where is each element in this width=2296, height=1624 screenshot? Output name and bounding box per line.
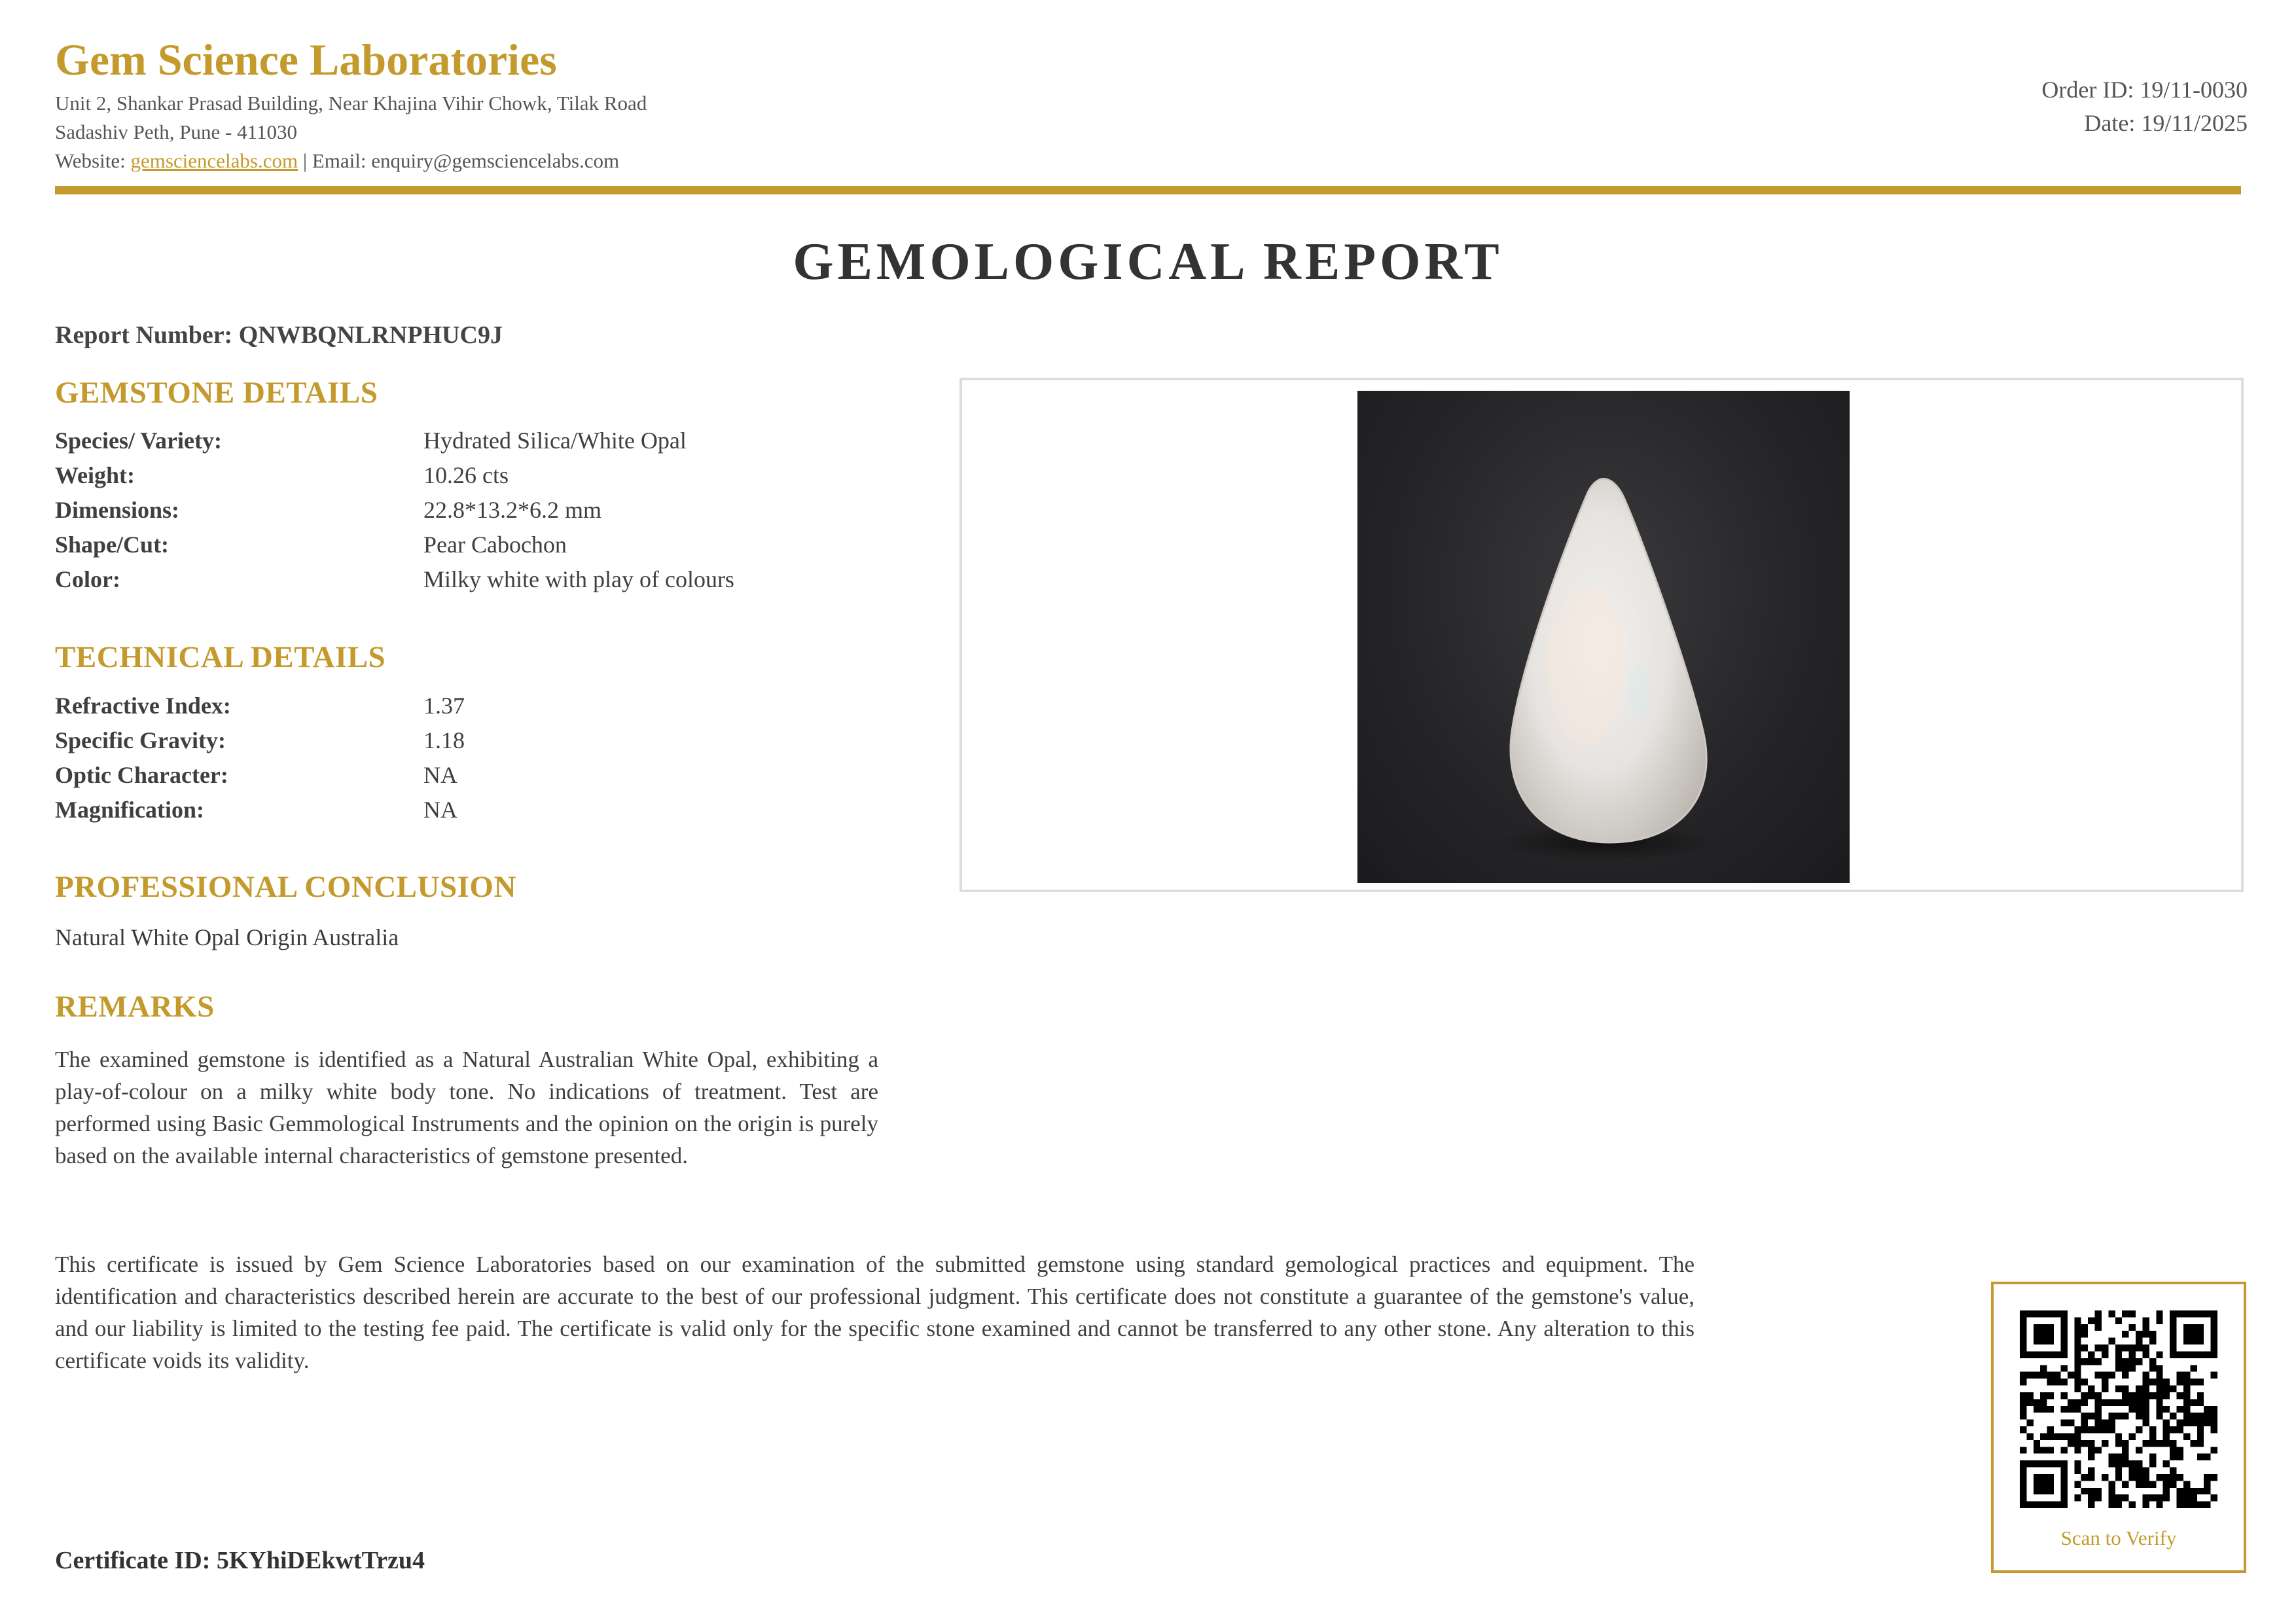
detail-label: Refractive Index: <box>55 693 231 719</box>
detail-value: Hydrated Silica/White Opal <box>423 427 687 454</box>
conclusion-text: Natural White Opal Origin Australia <box>55 924 399 950</box>
remarks-heading: REMARKS <box>55 990 215 1024</box>
company-name: Gem Science Laboratories <box>55 35 557 84</box>
detail-label: Dimensions: <box>55 497 180 523</box>
address-line-2: Sadashiv Peth, Pune - 411030 <box>55 120 297 143</box>
gemstone-details-heading: GEMSTONE DETAILS <box>55 376 378 410</box>
order-date: Date: 19/11/2025 <box>2084 110 2248 136</box>
qr-verify-box[interactable] <box>1991 1282 2246 1573</box>
remarks-text: The examined gemstone is identified as a Natural Australian White Opal, exhibiting a play-of-colour on a milky white body tone. No indications of treatment. Test are performed using Basic Gemmological Instruments and the opinion on the origin is purely based on the available internal characteristics of gemstone presented. <box>55 1047 878 1168</box>
detail-value: Pear Cabochon <box>423 532 567 558</box>
conclusion-heading: PROFESSIONAL CONCLUSION <box>55 870 516 904</box>
detail-value: 1.18 <box>423 727 465 753</box>
report-number: Report Number: QNWBQNLRNPHUC9J <box>55 321 503 349</box>
opal-stone-icon <box>1357 391 1850 883</box>
detail-value: NA <box>423 797 457 823</box>
detail-value: 10.26 cts <box>423 462 509 488</box>
detail-label: Weight: <box>55 462 135 488</box>
qr-caption: Scan to Verify <box>2060 1526 2177 1549</box>
detail-label: Species/ Variety: <box>55 427 222 454</box>
disclaimer-text: This certificate is issued by Gem Science Laboratories based on our examination of the submitted gemstone using standard gemological practices and equipment. The identification and characteristics described herein are accurate to the best of our professional judgment. This certificate does not constitute a guarantee of the gemstone's value, and our liability is limited to the testing fee paid. The certificate is valid only for the specific stone examined and cannot be transferred to any other stone. Any alteration to this certificate voids its validity. <box>55 1252 1695 1373</box>
technical-details-heading: TECHNICAL DETAILS <box>55 640 386 674</box>
header-divider <box>55 186 2241 194</box>
certificate-id: Certificate ID: 5KYhiDEkwtTrzu4 <box>55 1547 425 1574</box>
qr-code-icon[interactable] <box>2020 1310 2217 1508</box>
order-id: Order ID: 19/11-0030 <box>2041 77 2248 103</box>
website-label: Website: <box>55 149 126 172</box>
report-title: GEMOLOGICAL REPORT <box>793 233 1503 291</box>
pear-opal-photo <box>1357 391 1850 883</box>
detail-label: Specific Gravity: <box>55 727 226 753</box>
address-line-1: Unit 2, Shankar Prasad Building, Near Khajina Vihir Chowk, Tilak Road <box>55 92 647 115</box>
email-label: | Email: <box>302 149 367 172</box>
detail-label: Magnification: <box>55 797 204 823</box>
detail-value: Milky white with play of colours <box>423 566 734 592</box>
email-address: enquiry@gemsciencelabs.com <box>371 149 620 172</box>
website-link[interactable]: gemsciencelabs.com <box>130 149 298 172</box>
detail-value: 1.37 <box>423 693 465 719</box>
detail-label: Optic Character: <box>55 762 228 788</box>
detail-label: Color: <box>55 566 120 592</box>
detail-value: 22.8*13.2*6.2 mm <box>423 497 602 523</box>
contact-line <box>55 149 619 173</box>
detail-value: NA <box>423 762 457 788</box>
detail-label: Shape/Cut: <box>55 532 170 558</box>
